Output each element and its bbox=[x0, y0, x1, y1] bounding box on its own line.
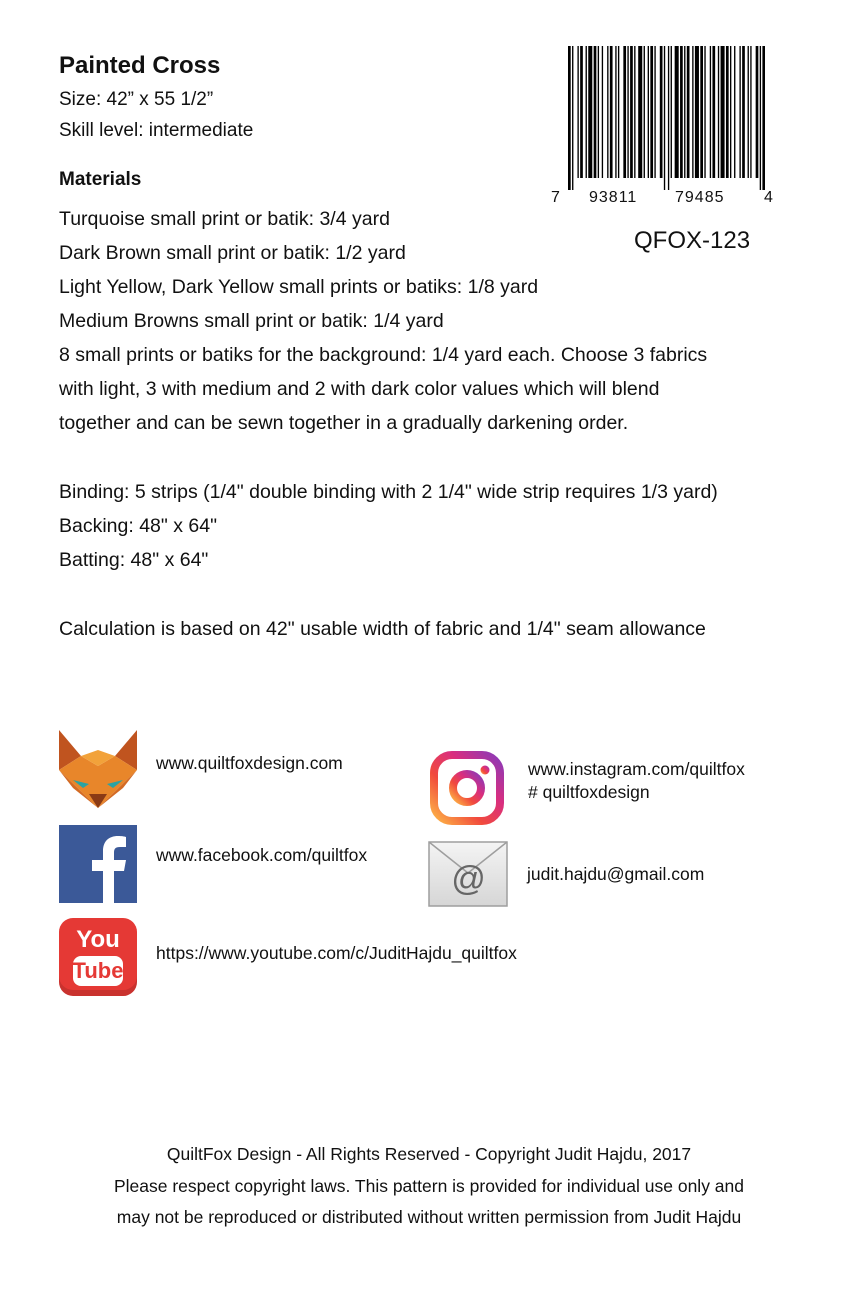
barcode-digit-first: 7 bbox=[551, 189, 560, 206]
material-line: Dark Brown small print or batik: 1/2 yard bbox=[59, 242, 406, 264]
barcode-bar bbox=[726, 46, 729, 178]
barcode-bar bbox=[594, 46, 597, 178]
fox-logo-icon bbox=[59, 730, 137, 808]
barcode-bar bbox=[623, 46, 626, 178]
barcode-bar bbox=[680, 46, 683, 178]
barcode-bar bbox=[750, 46, 751, 178]
barcode-bar bbox=[568, 46, 571, 190]
barcode-bar bbox=[607, 46, 608, 178]
material-line: Turquoise small print or batik: 3/4 yard bbox=[59, 208, 390, 230]
calculation-note: Calculation is based on 42" usable width of fabric and 1/4" seam allowance bbox=[59, 618, 706, 640]
material-line: Medium Browns small print or batik: 1/4 yard bbox=[59, 310, 444, 332]
youtube-link[interactable]: https://www.youtube.com/c/JuditHajdu_quiltfox bbox=[156, 943, 517, 963]
material-line: 8 small prints or batiks for the background: 1/4 yard each. Choose 3 fabrics bbox=[59, 344, 708, 366]
footer-copyright: QuiltFox Design - All Rights Reserved - Copyright Judit Hajdu, 2017 bbox=[166, 1144, 692, 1164]
barcode-bar bbox=[730, 46, 731, 178]
barcode-bar bbox=[572, 46, 573, 190]
product-code: QFOX-123 bbox=[634, 227, 751, 254]
barcode-bar bbox=[650, 46, 653, 178]
barcode-bar bbox=[721, 46, 725, 178]
barcode-bar bbox=[660, 46, 663, 178]
youtube-icon[interactable] bbox=[59, 918, 137, 996]
barcode-bar bbox=[644, 46, 645, 178]
barcode-bar bbox=[577, 46, 578, 178]
youtube-icon-label-you: You bbox=[76, 926, 120, 953]
barcode-bar bbox=[718, 46, 719, 178]
barcode-bar bbox=[586, 46, 587, 178]
facebook-icon[interactable] bbox=[59, 825, 137, 903]
barcode-bar bbox=[638, 46, 642, 178]
material-line: Light Yellow, Dark Yellow small prints or batiks: 1/8 yard bbox=[59, 276, 539, 298]
barcode-bar bbox=[654, 46, 655, 178]
instagram-link[interactable]: www.instagram.com/quiltfox bbox=[528, 759, 745, 779]
barcode-digits-right: 79485 bbox=[675, 189, 725, 206]
barcode-bar bbox=[684, 46, 685, 178]
youtube-icon-label-tube: Tube bbox=[72, 958, 124, 983]
material-line: together and can be sewn together in a gradually darkening order. bbox=[59, 412, 629, 434]
barcode-bar bbox=[668, 46, 669, 190]
barcode-digit-last: 4 bbox=[764, 189, 773, 206]
barcode-bar bbox=[762, 46, 765, 190]
barcode-bar bbox=[734, 46, 735, 178]
footer-notice-line1: Please respect copyright laws. This pattern is provided for individual use only and bbox=[113, 1176, 745, 1196]
barcode-bar bbox=[712, 46, 715, 178]
website-link[interactable]: www.quiltfoxdesign.com bbox=[156, 753, 343, 773]
materials-heading: Materials bbox=[59, 169, 142, 190]
barcode-bar bbox=[704, 46, 705, 178]
barcode-bar bbox=[648, 46, 649, 178]
barcode-bar bbox=[610, 46, 613, 178]
barcode-bar bbox=[748, 46, 749, 178]
barcode-bar bbox=[700, 46, 703, 178]
barcode-bar bbox=[671, 46, 672, 178]
barcode-bar bbox=[710, 46, 711, 178]
barcode-bar bbox=[664, 46, 665, 190]
backing-line: Backing: 48" x 64" bbox=[59, 515, 218, 537]
barcode-bar bbox=[598, 46, 599, 178]
barcode-bar bbox=[675, 46, 679, 178]
barcode-bar bbox=[634, 46, 635, 178]
barcode-bar bbox=[627, 46, 628, 178]
barcode-bar bbox=[687, 46, 690, 178]
barcode-bar bbox=[742, 46, 745, 178]
email-at-glyph: @ bbox=[450, 860, 486, 898]
barcode-bar bbox=[602, 46, 603, 178]
email-icon[interactable] bbox=[428, 841, 508, 907]
barcode-bar bbox=[588, 46, 592, 178]
facebook-link[interactable]: www.facebook.com/quiltfox bbox=[156, 845, 368, 865]
footer-notice-line2: may not be reproduced or distributed without written permission from Judit Hajdu bbox=[116, 1207, 742, 1227]
barcode-digits-left: 93811 bbox=[589, 189, 638, 206]
barcode-bar bbox=[692, 46, 693, 178]
material-line: with light, 3 with medium and 2 with dark color values which will blend bbox=[59, 378, 660, 400]
instagram-icon[interactable] bbox=[430, 751, 504, 825]
barcode-bar bbox=[756, 46, 759, 178]
barcode-bar bbox=[630, 46, 633, 178]
barcode-bar bbox=[739, 46, 740, 178]
barcode-bar bbox=[760, 46, 761, 190]
barcode-bar bbox=[615, 46, 616, 178]
barcode bbox=[566, 46, 765, 190]
pattern-size: Size: 42” x 55 1/2” bbox=[59, 89, 214, 110]
barcode-bar bbox=[618, 46, 619, 178]
pattern-title: Painted Cross bbox=[59, 52, 221, 79]
instagram-hashtag: # quiltfoxdesign bbox=[528, 782, 650, 802]
batting-line: Batting: 48" x 64" bbox=[59, 549, 209, 571]
barcode-bar bbox=[580, 46, 583, 178]
binding-line: Binding: 5 strips (1/4" double binding with 2 1/4" wide strip requires 1/3 yard) bbox=[59, 481, 718, 503]
barcode-bar bbox=[695, 46, 699, 178]
pattern-skill-level: Skill level: intermediate bbox=[59, 120, 254, 141]
email-link[interactable]: judit.hajdu@gmail.com bbox=[527, 864, 705, 884]
